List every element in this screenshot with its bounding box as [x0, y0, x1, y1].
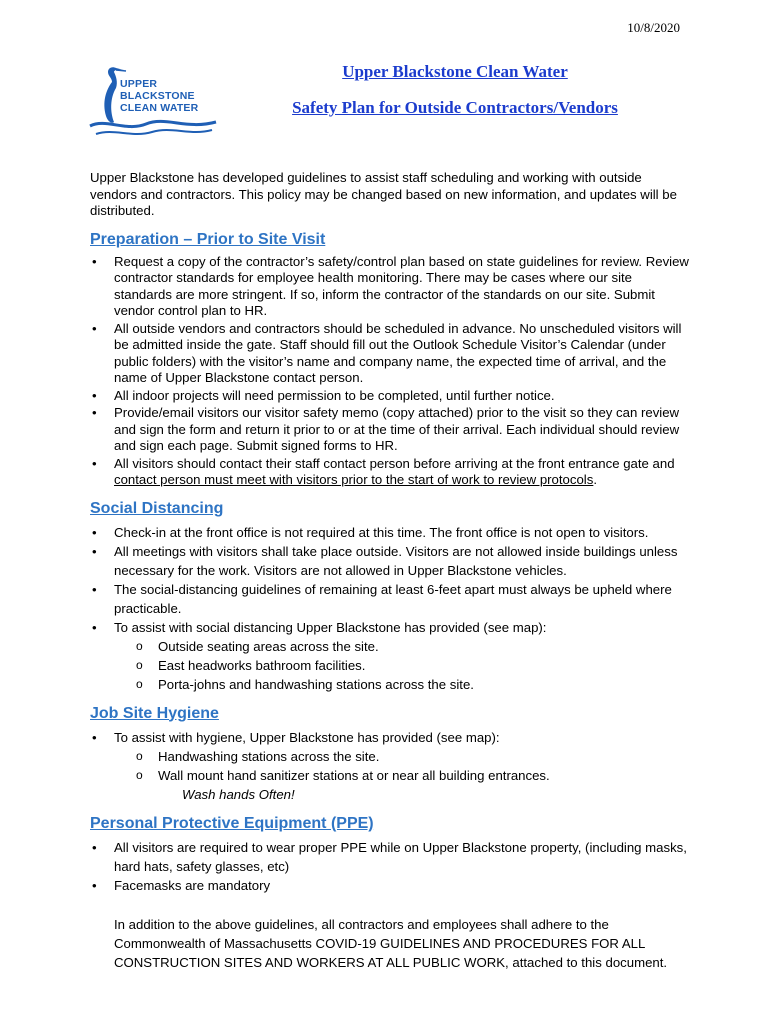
sub-list-item: o East headworks bathroom facilities.: [114, 656, 690, 675]
logo-line-3: CLEAN WATER: [120, 102, 199, 114]
hygiene-list: [90, 728, 690, 804]
logo-line-2: BLACKSTONE: [120, 90, 195, 102]
document-title: Upper Blackstone Clean Water: [342, 62, 568, 81]
list-item: • All indoor projects will need permission to be completed, until further notice.: [90, 388, 690, 405]
upper-blackstone-logo: [86, 62, 226, 142]
list-item: • Provide/email visitors our visitor safety memo (copy attached) prior to the visit so they can review and sign the form and return it prior to or at the time of their arrival. Each individual should review and sign each page. Submit signed forms to HR.: [90, 405, 690, 455]
logo-wordmark: [120, 78, 198, 114]
heading-social-distancing: Social Distancing: [90, 499, 224, 517]
item-text: To assist with social distancing Upper Blackstone has provided (see map):: [114, 619, 547, 635]
document-body: [90, 170, 690, 985]
list-item: [90, 618, 690, 694]
list-item: • Check-in at the front office is not required at this time. The front office is not open to visitors.: [90, 523, 690, 542]
sub-list-item: o Handwashing stations across the site.: [114, 747, 690, 766]
list-item: • All visitors are required to wear proper PPE while on Upper Blackstone property, (including masks, hard hats, safety glasses, etc): [90, 838, 690, 876]
list-item: [90, 728, 690, 804]
document-date: 10/8/2020: [627, 20, 680, 35]
heading-preparation: Preparation – Prior to Site Visit: [90, 230, 326, 248]
heading-ppe: Personal Protective Equipment (PPE): [90, 814, 374, 832]
list-item: [90, 456, 690, 489]
closing-paragraph: In addition to the above guidelines, all contractors and employees shall adhere to the Commonwealth of Massachusetts COVID-19 GUIDELINES AND PROCEDURES FOR ALL CONSTRUCTION SITES AND WORKERS AT ALL PUBLIC WORK, attached to this document.: [114, 916, 668, 970]
preparation-list: [90, 254, 690, 489]
list-item: • Facemasks are mandatory: [90, 876, 690, 895]
list-item: • All meetings with visitors shall take place outside. Visitors are not allowed inside buildings unless necessary for the work. Visitors are not allowed in Upper Blackstone vehicles.: [90, 542, 690, 580]
sub-list: [114, 637, 690, 694]
item-text-end: .: [593, 472, 598, 487]
sub-list-item: o Porta-johns and handwashing stations across the site.: [114, 675, 690, 694]
item-text: All visitors should contact their staff contact person before arriving at the front entrance gate and: [114, 455, 675, 471]
heading-job-site-hygiene: Job Site Hygiene: [90, 704, 219, 722]
sub-list: [114, 747, 690, 785]
document-subtitle: Safety Plan for Outside Contractors/Vendors: [292, 98, 618, 117]
item-text: To assist with hygiene, Upper Blackstone has provided (see map):: [114, 729, 500, 745]
list-item: • All outside vendors and contractors should be scheduled in advance. No unscheduled visitors will be admitted inside the gate. Staff should fill out the Outlook Schedule Visitor’s Calendar (under public folders) with the visitor’s name and company name, the expected time of arrival, and the name of Upper Blackstone contact person.: [90, 321, 690, 387]
social-distancing-list: [90, 523, 690, 694]
sub-list-item: o Wall mount hand sanitizer stations at or near all building entrances.: [114, 766, 690, 785]
sub-list-item: o Outside seating areas across the site.: [114, 637, 690, 656]
intro-paragraph: Upper Blackstone has developed guidelines to assist staff scheduling and working with outside vendors and contractors. This policy may be changed based on new information, and updates will be distributed.: [90, 170, 677, 218]
ppe-list: [90, 838, 690, 895]
list-item: • Request a copy of the contractor’s safety/control plan based on state guidelines for review. Review contractor standards for employee health monitoring. There may be cases where our site standards are more stringent. If so, inform the contractor of the standards on our site. Submit vendor control plan to HR.: [90, 254, 690, 320]
list-item: • The social-distancing guidelines of remaining at least 6-feet apart must always be upheld where practicable.: [90, 580, 690, 618]
underlined-text: contact person must meet with visitors prior to the start of work to review protocols: [114, 472, 594, 487]
document-titles: [250, 62, 660, 118]
hygiene-note: Wash hands Often!: [182, 786, 295, 802]
logo-line-1: UPPER: [120, 78, 158, 90]
